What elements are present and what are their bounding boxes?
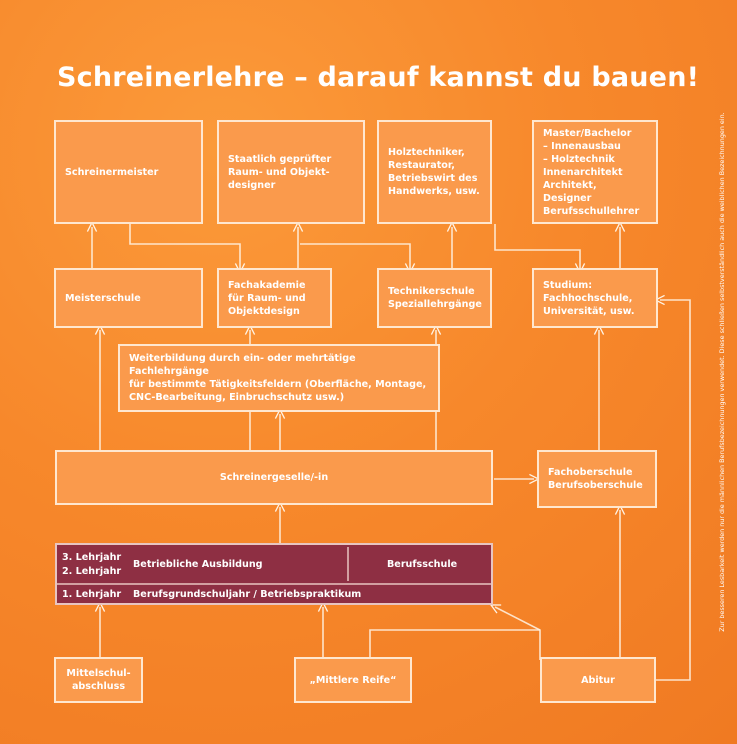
box-schreinermeister (54, 120, 203, 224)
box-raumdesigner-label: Staatlich geprüfter Raum- und Objekt- designer (228, 153, 332, 191)
box-mittelschulabschluss (54, 657, 143, 703)
box-abitur-label: Abitur (581, 674, 615, 686)
box-master-bachelor (532, 120, 658, 224)
lehrjahr-2-label: 2. Lehrjahr (62, 566, 122, 577)
box-fachoberschule-label: Fachoberschule Berufsoberschule (548, 467, 643, 491)
page-title: Schreinerlehre – darauf kannst du bauen! (57, 62, 700, 93)
box-abitur (540, 657, 656, 703)
box-meisterschule (54, 268, 203, 328)
ausbildung-divider-vertical (347, 547, 349, 581)
lehrjahr-3-label: 3. Lehrjahr (62, 552, 122, 563)
box-schreinergeselle-label: Schreinergeselle/-in (219, 472, 329, 483)
box-schreinermeister-label: Schreinermeister (65, 166, 159, 178)
berufsgrundschuljahr-label: Berufsgrundschuljahr / Betriebspraktikum (133, 589, 362, 600)
box-holztechniker-label: Holztechniker, Restaurator, Betriebswirt des Handwerks, usw. (388, 147, 480, 197)
box-schreinergeselle (55, 450, 493, 505)
box-mittlere-reife-label: „Mittlere Reife“ (309, 674, 397, 686)
box-studium-label: Studium: Fachhochschule, Universität, usw. (543, 279, 635, 317)
ausbildung-divider-horizontal (57, 583, 491, 585)
box-raumdesigner (217, 120, 365, 224)
box-studium (532, 268, 658, 328)
box-fachakademie (217, 268, 332, 328)
box-fachoberschule (537, 450, 657, 508)
box-master-bachelor-label: Master/Bachelor – Innenausbau – Holztechnik Innenarchitekt Architekt, Designer Berufsschullehrer (543, 127, 640, 217)
berufsschule-label: Berufsschule (387, 559, 458, 570)
box-meisterschule-label: Meisterschule (65, 292, 141, 304)
betriebliche-ausbildung-label: Betriebliche Ausbildung (133, 559, 263, 570)
box-holztechniker (377, 120, 492, 224)
box-mittelschulabschluss-label: Mittelschul- abschluss (66, 668, 131, 692)
box-weiterbildung-label: Weiterbildung durch ein- oder mehrtätige Fachlehrgänge für bestimmte Tätigkeitsfeldern (Oberfläche, Montage, CNC-Bearbeitung, Einbruchschutz usw.) (129, 353, 427, 403)
box-technikerschule (377, 268, 492, 328)
box-mittlere-reife (294, 657, 412, 703)
box-weiterbildung (118, 344, 440, 412)
side-note: Zur besseren Lesbarkeit werden nur die männlichen Berufsbezeichnungen verwendet. Diese schließen selbstverständlich auch die weiblichen Bezeichnungen ein. (718, 112, 726, 632)
ausbildung-block (55, 543, 493, 605)
lehrjahr-1-label: 1. Lehrjahr (62, 589, 122, 600)
box-technikerschule-label: Technikerschule Speziallehrgänge (388, 286, 482, 310)
box-fachakademie-label: Fachakademie für Raum- und Objektdesign (228, 279, 306, 317)
